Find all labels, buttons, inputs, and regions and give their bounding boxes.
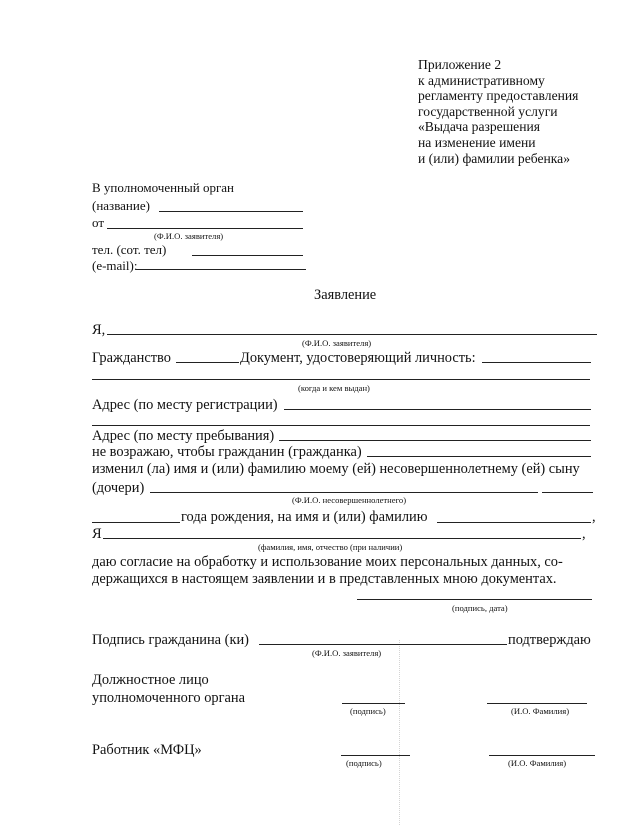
- scan-artifact-line: [399, 640, 400, 825]
- minor-name-caption: (Ф.И.О. несовершеннолетнего): [292, 495, 407, 505]
- id-document-label: Документ, удостоверяющий личность:: [240, 350, 476, 366]
- appendix-line-2: к административному: [418, 72, 545, 88]
- signature-date-field[interactable]: [357, 599, 592, 600]
- id-document-issued-field[interactable]: [92, 379, 590, 380]
- appendix-line-5: «Выдача разрешения: [418, 119, 541, 135]
- confirm-text: подтверждаю: [508, 632, 591, 648]
- appendix-line-7: и (или) фамилии ребенка»: [418, 150, 571, 166]
- stay-address-label: Адрес (по месту пребывания): [92, 428, 275, 444]
- i-label: Я,: [92, 322, 106, 338]
- addressee-to: В уполномоченный орган: [92, 180, 235, 195]
- fullname-caption-2: (фамилия, имя, отчество (при наличии): [258, 542, 403, 552]
- official-label-1: Должностное лицо: [92, 672, 209, 688]
- appendix-line-6: на изменение имени: [418, 134, 536, 150]
- birth-year-field[interactable]: [92, 522, 180, 523]
- id-issued-caption: (когда и кем выдан): [298, 383, 370, 393]
- mfc-name-field[interactable]: [489, 755, 595, 756]
- citizenship-field[interactable]: [176, 362, 239, 363]
- applicant-fullname-field[interactable]: [107, 334, 597, 335]
- email-field[interactable]: [136, 269, 306, 270]
- addressee-name-field[interactable]: [159, 211, 303, 212]
- appendix-line-3: регламенту предоставления: [418, 88, 579, 104]
- registration-address-label: Адрес (по месту регистрации): [92, 397, 278, 413]
- addressee-name-label: (название): [92, 198, 150, 213]
- citizen-signature-caption: (Ф.И.О. заявителя): [312, 648, 382, 658]
- applicant-name-caption: (Ф.И.О. заявителя): [154, 231, 224, 241]
- applicant-fullname-caption: (Ф.И.О. заявителя): [302, 338, 372, 348]
- comma-2: ,: [582, 526, 586, 542]
- registration-address-field[interactable]: [284, 409, 591, 410]
- minor-name-field[interactable]: [150, 492, 538, 493]
- official-label-2: уполномоченного органа: [92, 690, 245, 706]
- minor-name-field-2[interactable]: [542, 492, 593, 493]
- official-signature-caption: (подпись): [350, 706, 386, 716]
- appendix-line-4: государственной услуги: [418, 103, 558, 119]
- new-name-field[interactable]: [437, 522, 591, 523]
- citizen-signature-field[interactable]: [259, 644, 507, 645]
- phone-label: тел. (сот. тел): [92, 242, 167, 257]
- daughter-label: (дочери): [92, 480, 145, 496]
- mfc-name-caption: (И.О. Фамилия): [508, 758, 567, 768]
- birth-year-text: года рождения, на имя и (или) фамилию: [181, 509, 428, 525]
- registration-address-field-2[interactable]: [92, 425, 590, 426]
- appendix-note: [418, 57, 578, 166]
- fullname-field-2[interactable]: [103, 538, 581, 539]
- citizen-signature-label: Подпись гражданина (ки): [92, 632, 249, 648]
- addressee-from-label: от: [92, 215, 105, 230]
- appendix-line-1: Приложение 2: [418, 57, 502, 72]
- i-label-2: Я: [92, 526, 102, 542]
- consent-line-1: даю согласие на обработку и использование моих персональных данных, со-: [92, 554, 563, 570]
- email-label: (e-mail):: [92, 258, 138, 273]
- mfc-signature-field[interactable]: [341, 755, 410, 756]
- citizenship-label: Гражданство: [92, 350, 171, 366]
- stay-address-field[interactable]: [279, 440, 591, 441]
- consent-line-2: держащихся в настоящем заявлении и в представленных мною документах.: [92, 571, 557, 587]
- document-title: Заявление: [314, 287, 377, 303]
- signature-date-caption: (подпись, дата): [452, 603, 508, 613]
- mfc-worker-label: Работник «МФЦ»: [92, 742, 202, 758]
- official-signature-field[interactable]: [342, 703, 405, 704]
- phone-field[interactable]: [192, 255, 303, 256]
- comma-1: ,: [592, 509, 596, 525]
- citizen-name-field[interactable]: [367, 456, 591, 457]
- official-name-caption: (И.О. Фамилия): [511, 706, 570, 716]
- mfc-signature-caption: (подпись): [346, 758, 382, 768]
- no-objection-text: не возражаю, чтобы гражданин (гражданка): [92, 444, 362, 460]
- changed-name-text: изменил (ла) имя и (или) фамилию моему (ей) несовершеннолетнему (ей) сыну: [92, 461, 580, 477]
- official-name-field[interactable]: [487, 703, 587, 704]
- id-document-field[interactable]: [482, 362, 591, 363]
- applicant-name-field[interactable]: [107, 228, 303, 229]
